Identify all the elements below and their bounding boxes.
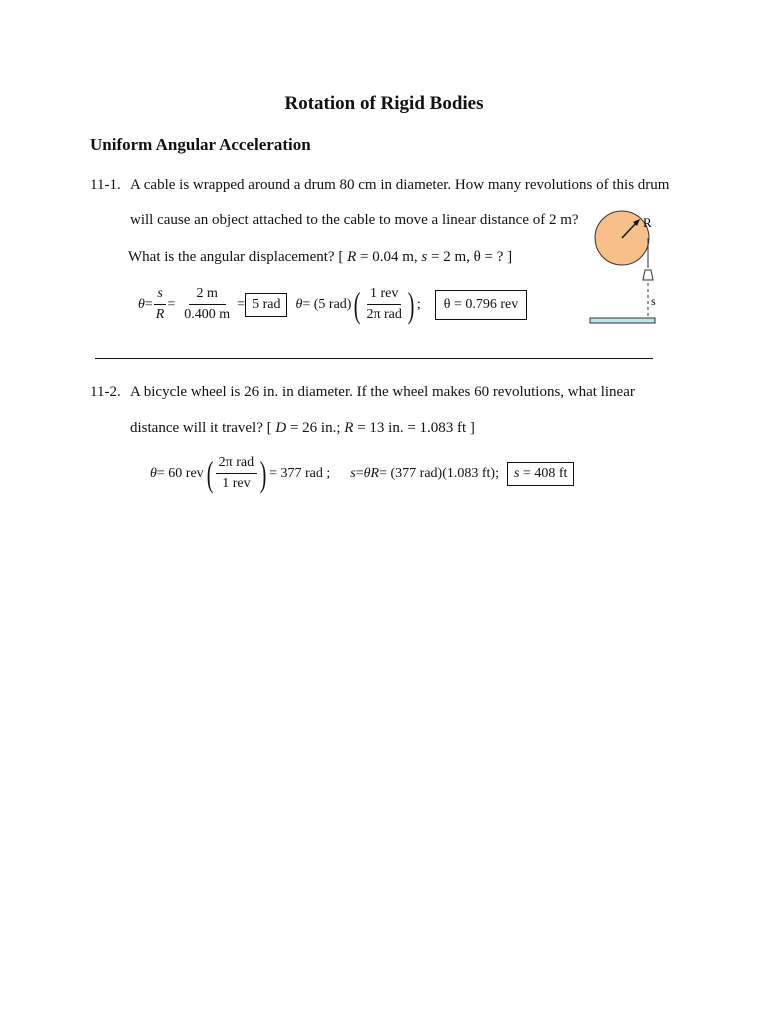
fraction-s-over-R: $\frac{s}{R}$ [155, 286, 165, 322]
answer-box-408-ft: s = 408 ft [507, 462, 574, 486]
answer-box-0796-rev: θ = 0.796 rev [435, 290, 527, 320]
problem-11-1-line2: will cause an object attached to the cable to move a linear distance of 2 m? [130, 212, 579, 228]
fraction-rev-over-rad: $\frac{\text{1 rev}}{\text{2π rad}}$ [366, 286, 402, 322]
problem-11-2-number: 11-2. [90, 384, 121, 400]
problem-11-1-solution: θ = $\frac{s}{R}$ = $\frac{2 m}{0.400 m}$ = 5 rad θ = (5 rad) ( $\frac{\text{1 rev}}{\text{2π rad}}$ ) ; θ = 0.796 rev [138, 286, 527, 323]
problem-11-1-number: 11-1. [90, 177, 121, 193]
fraction-2m-over-0400m: $\frac{2 m}{0.400 m}$ [184, 286, 231, 322]
page-title: Rotation of Rigid Bodies [284, 93, 484, 114]
fraction-rad-over-rev: $\frac{\text{2π rad}}{\text{1 rev}}$ [216, 455, 257, 492]
weight-icon [643, 270, 653, 280]
floor [590, 318, 655, 323]
section-heading: Uniform Angular Acceleration [90, 135, 311, 154]
problem-11-2-line1: A bicycle wheel is 26 in. in diameter. If the wheel makes 60 revolutions, what linear [130, 384, 635, 400]
drum-diagram [585, 210, 665, 330]
problem-11-2-given: distance will it travel? [ D = 26 in.; R = 13 in. = 1.083 ft ] [130, 420, 475, 436]
problem-11-1-given: What is the angular displacement? [ R = 0.04 m, s = 2 m, θ = ? ] [128, 249, 513, 265]
problem-11-2-solution: θ = 60 rev ( $\frac{\text{2π rad}}{\text{1 rev}}$ ) = 377 rad ; s = θR = (377 rad)(1.083 ft); s = 408 ft [150, 455, 574, 492]
label-s: s [651, 294, 656, 308]
divider [95, 358, 653, 359]
label-R: R [643, 215, 652, 230]
answer-box-5-rad: 5 rad [245, 293, 287, 317]
problem-11-1-line1: A cable is wrapped around a drum 80 cm in diameter. How many revolutions of this drum [130, 177, 670, 193]
